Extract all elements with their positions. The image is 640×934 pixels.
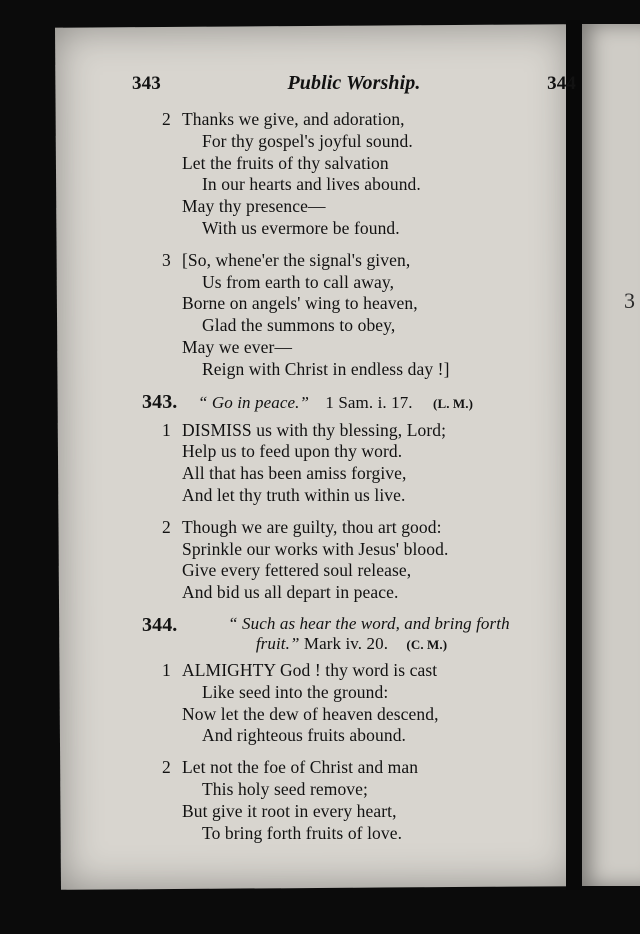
stanza-number: 2 — [162, 757, 171, 778]
verse-line: And bid us all depart in peace. — [182, 582, 399, 603]
verse-line: To bring forth fruits of love. — [202, 822, 403, 843]
facing-page-fragment: 3 — [624, 288, 635, 313]
verse-line: May thy presence— — [182, 196, 326, 217]
verse-line: This holy seed remove; — [202, 778, 368, 799]
hymn-quote-line1: “ Such as hear the word, and bring forth — [228, 613, 510, 633]
verse-line: 3 [So, whene'er the signal's given, — [162, 249, 411, 270]
verse-line: Sprinkle our works with Jesus' blood. — [182, 538, 449, 559]
hymn-number: 344. — [142, 613, 178, 636]
stanza-number: 2 — [162, 109, 171, 129]
hymn-number: 343. — [142, 390, 178, 413]
hymn-reference-line2 — [196, 634, 542, 654]
verse-line: 1 ALMIGHTY God ! thy word is cast — [162, 659, 438, 680]
hymn-reference — [198, 393, 473, 413]
hymn-quote: “ Go in peace.” — [198, 392, 310, 412]
hymn-343-heading — [142, 391, 542, 414]
verse-line: In our hearts and lives abound. — [202, 174, 421, 195]
facing-page-edge — [582, 24, 640, 886]
verse-line: All that has been amiss forgive, — [182, 463, 407, 484]
verse-line: Us from earth to call away, — [202, 271, 395, 292]
stanza-342-2 — [92, 109, 542, 240]
stanza-number: 1 — [162, 659, 171, 680]
stanza-343-1 — [92, 420, 542, 507]
hymn-citation: Mark iv. 20. — [303, 633, 389, 653]
verse-line: And let thy truth within us live. — [182, 484, 406, 505]
verse-line: Now let the dew of heaven descend, — [182, 703, 439, 724]
verse-line: May we ever— — [182, 336, 293, 357]
verse-line: With us evermore be found. — [202, 217, 400, 238]
stanza-number: 2 — [162, 516, 171, 537]
book-gutter — [566, 20, 580, 890]
verse-line: Let the fruits of thy salvation — [182, 152, 389, 173]
hymn-reference — [196, 614, 542, 654]
verse-line: 2 Though we are guilty, thou art good: — [162, 516, 442, 537]
verse-line: Borne on angels' wing to heaven, — [182, 293, 418, 314]
verse-line: Glad the summons to obey, — [202, 315, 396, 336]
hymn-citation: 1 Sam. i. 17. — [325, 392, 413, 412]
verse-line: Reign with Christ in endless day !] — [202, 358, 450, 379]
hymn-344-heading — [142, 614, 542, 654]
page-number-right: 344 — [547, 73, 576, 94]
stanza-344-1 — [92, 660, 542, 747]
verse-line: And righteous fruits abound. — [202, 725, 407, 746]
verse-line: 1 DISMISS us with thy blessing, Lord; — [162, 419, 447, 440]
hymn-meter: (L. M.) — [433, 395, 474, 411]
verse-line: Help us to feed upon thy word. — [182, 441, 403, 462]
stanza-342-3 — [92, 250, 542, 381]
verse-line: But give it root in every heart, — [182, 800, 397, 821]
verse-line: 2 Let not the foe of Christ and man — [162, 757, 419, 778]
stanza-number: 1 — [162, 419, 171, 440]
stanza-number: 3 — [162, 249, 171, 270]
verse-line: Like seed into the ground: — [202, 681, 389, 702]
page-number-left: 343 — [132, 73, 161, 94]
stanza-344-2 — [92, 757, 542, 844]
hymn-quote-line2: fruit.” — [255, 633, 300, 653]
verse-line: Give every fettered soul release, — [182, 560, 412, 581]
page-title: Public Worship. — [287, 72, 421, 94]
verse-line: For thy gospel's joyful sound. — [202, 130, 413, 151]
running-header — [132, 72, 576, 95]
stanza-343-2 — [92, 517, 542, 604]
page-text — [92, 60, 576, 854]
verse-line: 2 Thanks we give, and adoration, — [162, 109, 405, 129]
hymn-meter: (C. M.) — [406, 636, 448, 652]
